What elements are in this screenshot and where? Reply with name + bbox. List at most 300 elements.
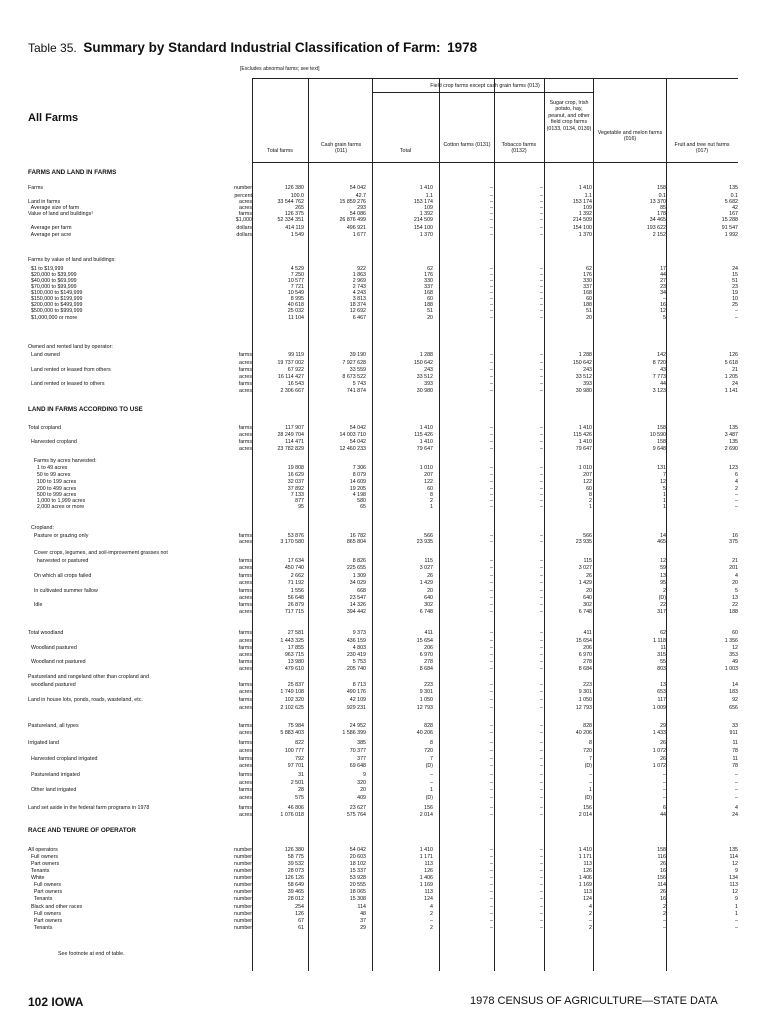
cell-value: –	[540, 805, 543, 811]
cell-value: 19 737 002	[277, 360, 304, 366]
cell-value: 14	[732, 682, 738, 688]
cell-value: 154 100	[572, 225, 592, 231]
cell-value: 490 176	[346, 689, 366, 695]
cell-value: 34	[660, 290, 666, 296]
cell-value: 385	[357, 740, 366, 746]
cell-value: –	[490, 199, 493, 205]
cell-value: 12 793	[416, 705, 433, 711]
cell-value: 5 743	[352, 381, 366, 387]
cell-value: 26	[660, 756, 666, 762]
cell-value: –	[540, 602, 543, 608]
cell-value: 24	[732, 381, 738, 387]
cell-value: –	[540, 492, 543, 498]
cell-value: 13 980	[287, 659, 304, 665]
cell-value: 1 169	[578, 882, 592, 888]
cell-value: –	[735, 918, 738, 924]
cell-value: –	[490, 432, 493, 438]
row-label: Average per acre	[28, 232, 72, 238]
cell-value: 315	[657, 652, 666, 658]
col-head-field-span: Field crop farms except cash grain farms (013)	[430, 83, 540, 89]
cell-value: 5	[663, 486, 666, 492]
cell-value: 223	[583, 682, 592, 688]
cell-value: –	[540, 682, 543, 688]
cell-value: 113	[583, 889, 592, 895]
cell-value: 7 133	[290, 492, 304, 498]
cell-value: –	[490, 609, 493, 615]
cell-value: –	[540, 588, 543, 594]
cell-value: 20	[360, 787, 366, 793]
cell-value: 124	[583, 896, 592, 902]
cell-value: 23 627	[349, 805, 366, 811]
row-unit: acres	[239, 763, 252, 769]
cell-value: 30 980	[416, 388, 433, 394]
cell-value: 11 104	[288, 315, 304, 321]
cell-value: 29	[660, 723, 666, 729]
cell-value: 53 928	[349, 875, 366, 881]
cell-value: 1 549	[290, 232, 304, 238]
cell-value: –	[540, 925, 543, 931]
cell-value: 67	[298, 918, 304, 924]
row-unit: number	[234, 882, 252, 888]
cell-value: –	[540, 381, 543, 387]
row-label: Owned and rented land by operator:	[28, 344, 113, 350]
cell-value: 26	[586, 573, 592, 579]
row-label: $500,000 to $999,999	[28, 308, 83, 314]
cell-value: 188	[729, 609, 738, 615]
cell-value: 7	[663, 472, 666, 478]
cell-value: 176	[583, 272, 592, 278]
row-label: 200 to 499 acres	[28, 486, 77, 492]
cell-value: 8 826	[352, 558, 366, 564]
cell-value: –	[490, 588, 493, 594]
cell-value: 154 100	[413, 225, 433, 231]
cell-value: –	[540, 225, 543, 231]
cell-value: 20	[586, 315, 592, 321]
cell-value: 126 126	[284, 875, 304, 881]
cell-value: –	[490, 748, 493, 754]
row-unit: number	[234, 868, 252, 874]
cell-value: –	[490, 795, 493, 801]
cell-value: –	[540, 787, 543, 793]
cell-value: 62	[427, 266, 433, 272]
cell-value: 1 205	[724, 374, 738, 380]
cell-value: 24	[732, 266, 738, 272]
cell-value: 207	[424, 472, 433, 478]
cell-value: 5 883 403	[280, 730, 304, 736]
cell-value: 1 356	[724, 638, 738, 644]
cell-value: 113	[424, 889, 433, 895]
row-unit: farms	[238, 367, 252, 373]
cell-value: 640	[583, 595, 592, 601]
cell-value: 15 654	[416, 638, 433, 644]
cell-value: 15	[732, 272, 738, 278]
cell-value: –	[490, 595, 493, 601]
row-label: Farms by value of land and buildings:	[28, 257, 116, 263]
row-label: $40,000 to $69,999	[28, 278, 77, 284]
cell-value: 37 892	[287, 486, 304, 492]
cell-value: –	[490, 772, 493, 778]
cell-value: –	[490, 730, 493, 736]
cell-value: 122	[583, 479, 592, 485]
cell-value: 126	[424, 868, 433, 874]
cell-value: 55	[660, 659, 666, 665]
cell-value: –	[540, 302, 543, 308]
cell-value: –	[540, 812, 543, 818]
col-head-sugar: Sugar crop, Irish potato, hay, peanut, and other field crop farms (0133, 0134, 0139)	[546, 100, 592, 132]
row-unit: acres	[239, 666, 252, 672]
row-label: 2,000 acres or more	[28, 504, 85, 510]
cell-value: 30 980	[575, 388, 592, 394]
col-rule	[252, 78, 253, 971]
row-label: 500 to 999 acres	[28, 492, 77, 498]
cell-value: 19 205	[349, 486, 366, 492]
cell-value: 48	[360, 911, 366, 917]
cell-value: 5	[663, 315, 666, 321]
cell-value: 54 042	[349, 425, 366, 431]
cell-value: –	[540, 558, 543, 564]
cell-value: 13 370	[649, 199, 666, 205]
cell-value: 28 012	[287, 896, 304, 902]
cell-value: 183	[729, 689, 738, 695]
cell-value: –	[490, 780, 493, 786]
row-label: Land rented or leased to others	[28, 381, 105, 387]
cell-value: 393	[424, 381, 433, 387]
cell-value: 330	[583, 278, 592, 284]
row-unit: acres	[239, 446, 252, 452]
cell-value: 16 782	[349, 533, 366, 539]
cell-value: 9	[363, 772, 366, 778]
cell-value: –	[540, 498, 543, 504]
cell-value: 17 634	[287, 558, 304, 564]
cell-value: –	[540, 756, 543, 762]
cell-value: 6 467	[352, 315, 366, 321]
cell-value: 1 410	[419, 847, 433, 853]
cell-value: 3 170 580	[280, 539, 304, 545]
cell-value: 60	[586, 486, 592, 492]
cell-value: –	[735, 925, 738, 931]
cell-value: 1 410	[578, 847, 592, 853]
cell-value: 15 288	[721, 217, 738, 223]
cell-value: 2 014	[419, 812, 433, 818]
row-unit: farms	[238, 682, 252, 688]
row-unit: acres	[239, 374, 252, 380]
cell-value: –	[490, 904, 493, 910]
cell-value: 205 740	[346, 666, 366, 672]
table-subtitle: [Excludes abnormal farms; see text]	[240, 66, 320, 72]
cell-value: 3 813	[352, 296, 366, 302]
cell-value: 16 114 427	[277, 374, 304, 380]
cell-value: 40 206	[575, 730, 592, 736]
cell-value: –	[540, 705, 543, 711]
cell-value: –	[490, 882, 493, 888]
cell-value: 14 609	[349, 479, 366, 485]
row-unit: acres	[239, 689, 252, 695]
cell-value: 8 720	[652, 360, 666, 366]
cell-value: 2 306 667	[280, 388, 304, 394]
cell-value: 42 109	[349, 697, 366, 703]
cell-value: 668	[357, 588, 366, 594]
cell-value: 39 532	[287, 861, 304, 867]
col-rule	[372, 78, 373, 971]
cell-value: 193 622	[646, 225, 666, 231]
row-label: Full owners	[28, 854, 59, 860]
cell-value: –	[735, 492, 738, 498]
cell-value: 877	[295, 498, 304, 504]
cell-value: 16	[660, 868, 666, 874]
cell-value: –	[490, 193, 493, 199]
cell-value: 23	[732, 284, 738, 290]
row-unit: farms	[238, 381, 252, 387]
cell-value: –	[540, 352, 543, 358]
row-label: woodland pastured	[28, 682, 76, 688]
cell-value: –	[490, 573, 493, 579]
cell-value: 156	[583, 805, 592, 811]
row-unit: percent	[234, 193, 252, 199]
row-unit: farms	[238, 630, 252, 636]
row-unit: farms	[238, 573, 252, 579]
cell-value: 14 003 710	[339, 432, 366, 438]
cell-value: –	[540, 889, 543, 895]
table-title: Summary by Standard Industrial Classification of Farm:	[83, 40, 441, 55]
cell-value: 142	[657, 352, 666, 358]
cell-value: 67 922	[287, 367, 304, 373]
cell-value: 865 804	[346, 539, 366, 545]
cell-value: 377	[357, 756, 366, 762]
cell-value: –	[589, 780, 592, 786]
cell-value: –	[540, 780, 543, 786]
cell-value: 2	[430, 911, 433, 917]
row-label: Farms	[28, 185, 44, 191]
row-label: Idle	[28, 602, 43, 608]
cell-value: –	[490, 659, 493, 665]
cell-value: 135	[729, 185, 738, 191]
cell-value: –	[490, 492, 493, 498]
cell-value: 15 654	[575, 638, 592, 644]
cell-value: 69 648	[349, 763, 366, 769]
cell-value: 1 443 325	[280, 638, 304, 644]
cell-value: 150 642	[413, 360, 433, 366]
cell-value: 62	[586, 266, 592, 272]
cell-value: 8 713	[352, 682, 366, 688]
row-unit: farms	[238, 805, 252, 811]
cell-value: –	[540, 630, 543, 636]
cell-value: 1 406	[578, 875, 592, 881]
cell-value: 414 119	[285, 225, 304, 231]
cell-value: 28 249 704	[277, 432, 304, 438]
row-unit: acres	[239, 360, 252, 366]
cell-value: –	[490, 847, 493, 853]
cell-value: 1 010	[419, 465, 433, 471]
cell-value: 126 380	[284, 185, 304, 191]
cell-value: 803	[657, 666, 666, 672]
cell-value: 8 673 522	[342, 374, 366, 380]
row-unit: acres	[239, 609, 252, 615]
cell-value: 176	[424, 272, 433, 278]
cell-value: 20	[427, 588, 433, 594]
cell-value: –	[490, 697, 493, 703]
cell-value: –	[540, 533, 543, 539]
cell-value: 225 655	[346, 565, 366, 571]
cell-value: 61	[298, 925, 304, 931]
row-label: $1 to $19,999	[28, 266, 64, 272]
cell-value: 450 740	[284, 565, 304, 571]
cell-value: 1.1	[425, 193, 433, 199]
row-label: $200,000 to $499,999	[28, 302, 83, 308]
row-label: Pastureland, all types	[28, 723, 79, 729]
cell-value: 566	[583, 533, 592, 539]
cell-value: 31	[298, 772, 304, 778]
cell-value: 243	[424, 367, 433, 373]
cell-value: –	[490, 630, 493, 636]
cell-value: –	[540, 205, 543, 211]
row-unit: farms	[238, 439, 252, 445]
cell-value: –	[540, 652, 543, 658]
cell-value: 1 556	[290, 588, 304, 594]
cell-value: –	[490, 533, 493, 539]
cell-value: 115	[583, 558, 592, 564]
cell-value: (D)	[658, 595, 666, 601]
cell-value: –	[490, 652, 493, 658]
cell-value: 207	[583, 472, 592, 478]
cell-value: 33	[732, 723, 738, 729]
cell-value: 393	[583, 381, 592, 387]
cell-value: –	[490, 896, 493, 902]
row-unit: acres	[239, 705, 252, 711]
cell-value: 9	[735, 896, 738, 902]
cell-value: –	[490, 558, 493, 564]
cell-value: 23 935	[416, 539, 433, 545]
row-unit: farms	[238, 697, 252, 703]
cell-value: –	[735, 315, 738, 321]
cell-value: 113	[583, 861, 592, 867]
page-number: 102 IOWA	[28, 995, 84, 1009]
cell-value: 27 581	[287, 630, 304, 636]
cell-value: 114	[729, 854, 738, 860]
cell-value: –	[490, 682, 493, 688]
cell-value: –	[540, 504, 543, 510]
cell-value: 828	[583, 723, 592, 729]
cell-value: 1 009	[652, 705, 666, 711]
cell-value: 33 512	[416, 374, 433, 380]
cell-value: 0.1	[658, 193, 666, 199]
cell-value: 26	[660, 740, 666, 746]
cell-value: 10	[732, 296, 738, 302]
row-unit: acres	[239, 748, 252, 754]
cell-value: –	[490, 388, 493, 394]
cell-value: –	[540, 465, 543, 471]
cell-value: 95	[660, 580, 666, 586]
row-unit: acres	[239, 795, 252, 801]
cell-value: 1 392	[578, 211, 592, 217]
cell-value: –	[540, 868, 543, 874]
cell-value: 223	[424, 682, 433, 688]
cell-value: 33 559	[349, 367, 366, 373]
cell-value: 126	[295, 911, 304, 917]
cell-value: 12	[660, 479, 666, 485]
cell-value: 1 410	[419, 185, 433, 191]
cell-value: 7	[430, 756, 433, 762]
cell-value: –	[540, 374, 543, 380]
cell-value: –	[540, 479, 543, 485]
cell-value: 20 555	[349, 882, 366, 888]
cell-value: –	[735, 795, 738, 801]
cell-value: –	[490, 645, 493, 651]
cell-value: –	[490, 465, 493, 471]
cell-value: –	[540, 272, 543, 278]
cell-value: 32 037	[287, 479, 304, 485]
row-label: Land in house lots, ponds, roads, wasteland, etc.	[28, 697, 143, 703]
cell-value: –	[430, 772, 433, 778]
cell-value: –	[663, 772, 666, 778]
cell-value: 792	[295, 756, 304, 762]
cell-value: 254	[295, 904, 304, 910]
row-unit: farms	[238, 352, 252, 358]
cell-value: –	[490, 211, 493, 217]
table-year: 1978	[447, 40, 478, 55]
row-unit: dollars	[236, 232, 252, 238]
cell-value: 25	[732, 302, 738, 308]
cell-value: 1	[589, 787, 592, 793]
cell-value: –	[540, 730, 543, 736]
cell-value: 411	[424, 630, 433, 636]
cell-value: 24	[732, 812, 738, 818]
cell-value: 1 586 399	[342, 730, 366, 736]
cell-value: 27	[660, 278, 666, 284]
row-label: Woodland not pastured	[28, 659, 86, 665]
cell-value: 394 442	[346, 609, 366, 615]
cell-value: 14 326	[349, 602, 366, 608]
cell-value: 1 050	[578, 697, 592, 703]
cell-value: 9 301	[419, 689, 433, 695]
cell-value: 929 231	[346, 705, 366, 711]
cell-value: 278	[424, 659, 433, 665]
cell-value: 79 647	[575, 446, 592, 452]
cell-value: 2 969	[352, 278, 366, 284]
cell-value: 11	[660, 645, 666, 651]
cell-value: 353	[729, 652, 738, 658]
cell-value: –	[490, 925, 493, 931]
cell-value: 575 764	[346, 812, 366, 818]
cell-value: 1 010	[578, 465, 592, 471]
cell-value: 2 102 625	[280, 705, 304, 711]
cell-value: –	[490, 868, 493, 874]
cell-value: 109	[424, 205, 433, 211]
cell-value: 39 465	[287, 889, 304, 895]
cell-value: 4 198	[352, 492, 366, 498]
row-unit: farms	[238, 645, 252, 651]
cell-value: –	[540, 666, 543, 672]
row-label: harvested or pastured	[28, 558, 89, 564]
row-unit: number	[234, 904, 252, 910]
row-label: 50 to 99 acres	[28, 472, 71, 478]
col-head-vegetable: Vegetable and melon farms (016)	[597, 130, 663, 143]
cell-value: 828	[424, 723, 433, 729]
cell-value: 131	[657, 465, 666, 471]
cell-value: 13	[660, 573, 666, 579]
cell-value: 16	[660, 302, 666, 308]
row-label: Part owners	[28, 918, 63, 924]
cell-value: 53 876	[287, 533, 304, 539]
cell-value: 0.1	[730, 193, 738, 199]
row-label: All operators	[28, 847, 58, 853]
cell-value: 6	[735, 472, 738, 478]
cell-value: –	[490, 911, 493, 917]
cell-value: 12 692	[349, 308, 366, 314]
row-label: Full owners	[28, 882, 61, 888]
row-unit: number	[234, 911, 252, 917]
cell-value: 4 803	[352, 645, 366, 651]
cell-value: –	[540, 772, 543, 778]
